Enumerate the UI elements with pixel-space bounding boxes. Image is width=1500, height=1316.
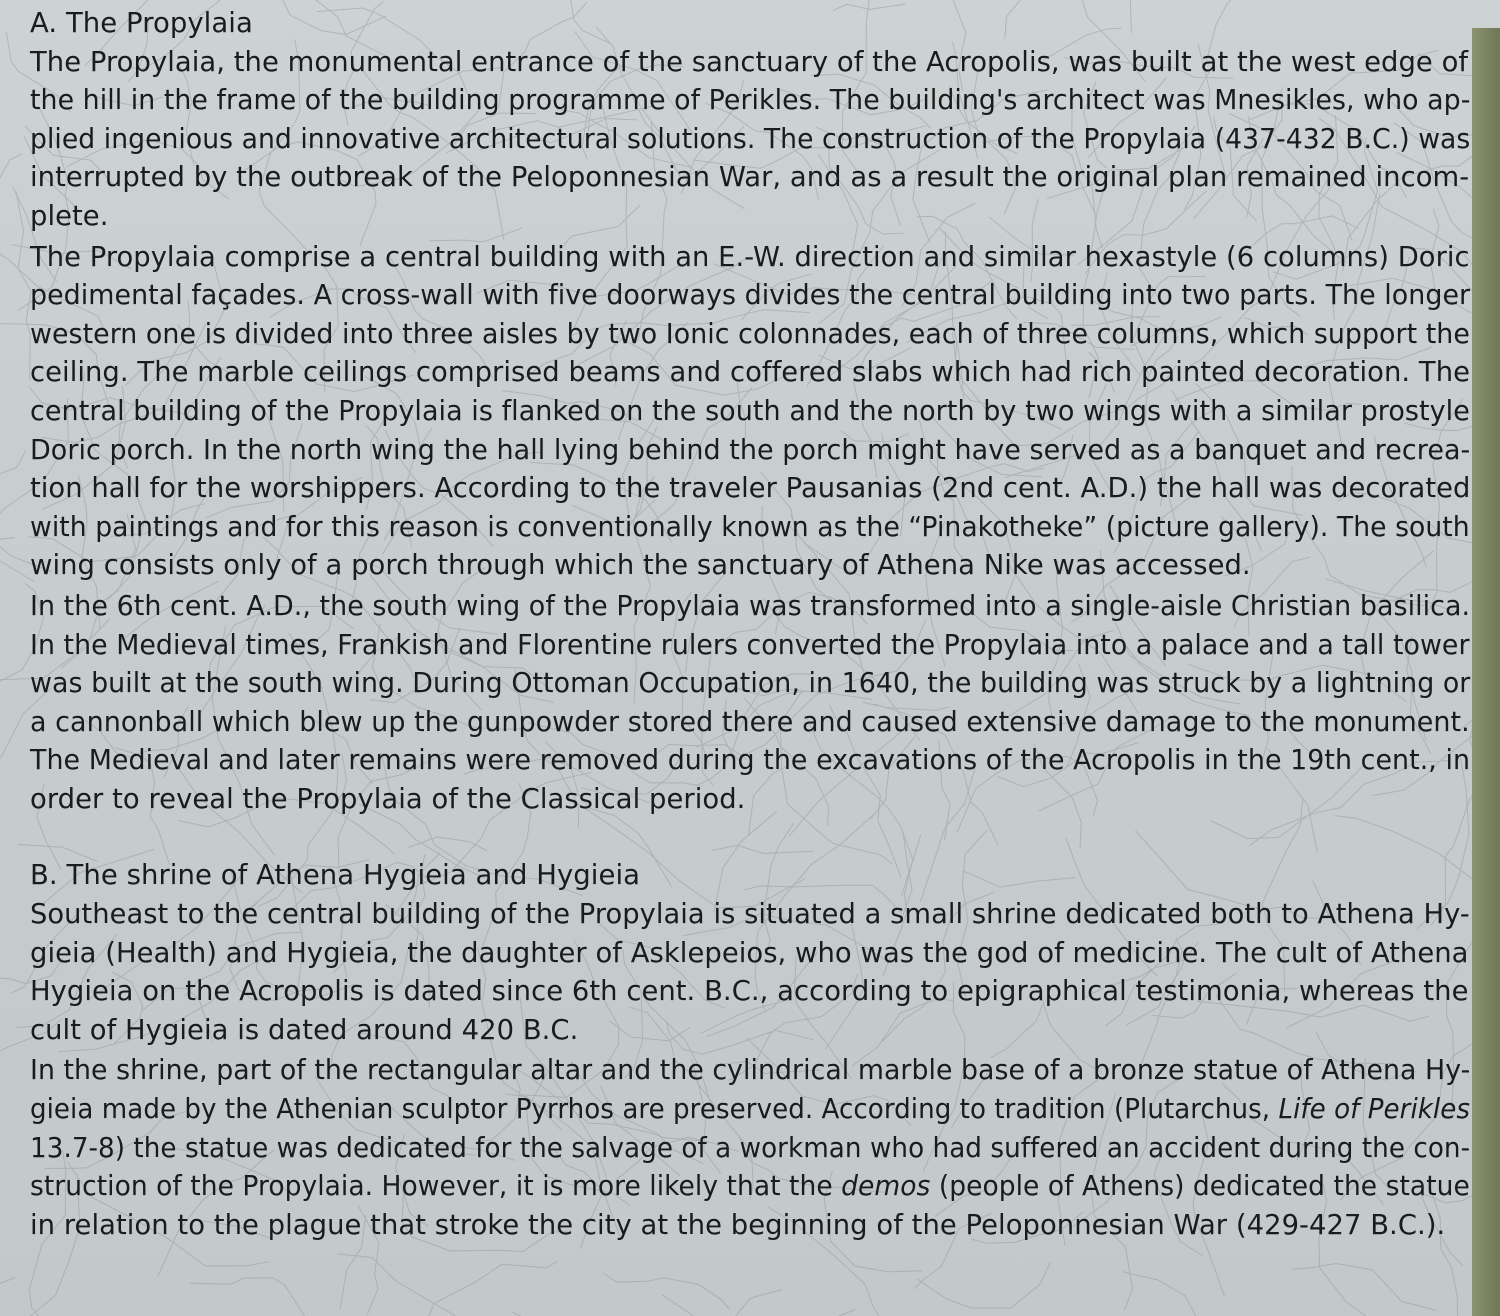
text-line: Hygieia on the Acropolis is dated since 6th cent. B.C., according to epigraphical testimonia, whereas the <box>30 975 1469 1008</box>
text-run: gieia made by the Athenian sculptor Pyrrhos are preserved. According to tradition (Plutarchus, <box>30 1093 1279 1126</box>
text-line: In the shrine, part of the rectangular altar and the cylindrical marble base of a bronze statue of Athena Hy- <box>30 1054 1471 1087</box>
text-line: Doric porch. In the north wing the hall lying behind the porch might have served as a banquet and recrea- <box>30 433 1471 466</box>
text-line: The Medieval and later remains were removed during the excavations of the Acropolis in the 19th cent., in <box>30 744 1471 777</box>
text-line: In the 6th cent. A.D., the south wing of the Propylaia was transformed into a single-aisle Christian basilica. <box>30 589 1471 622</box>
text-line: in relation to the plague that stroke the city at the beginning of the Peloponnesian War (429-427 B.C.). <box>30 1208 1446 1241</box>
text-line: tion hall for the worshippers. According to the traveler Pausanias (2nd cent. A.D.) the hall was decorated <box>30 472 1471 505</box>
text-line: 13.7-8) the statue was dedicated for the salvage of a workman who had suffered an accident during the con- <box>30 1131 1471 1164</box>
section-a-paragraph-1 <box>30 43 1475 236</box>
text-run: (people of Athens) dedicated the statue <box>930 1170 1470 1203</box>
panel-edge-strip <box>1472 28 1500 1316</box>
sign-text <box>30 4 1475 1246</box>
italic-term: demos <box>841 1170 931 1203</box>
text-line: a cannonball which blew up the gunpowder stored there and caused extensive damage to the monument. <box>30 705 1470 738</box>
text-line: ceiling. The marble ceilings comprised beams and coffered slabs which had rich painted decoration. The <box>30 356 1471 389</box>
text-line: was built at the south wing. During Ottoman Occupation, in 1640, the building was struck by a lightning or <box>30 667 1471 700</box>
text-line: The Propylaia comprise a central building with an E.-W. direction and similar hexastyle (6 columns) Doric <box>30 240 1470 273</box>
text-line: The Propylaia, the monumental entrance of the sanctuary of the Acropolis, was built at the west edge of <box>30 45 1469 78</box>
text-line: In the Medieval times, Frankish and Florentine rulers converted the Propylaia into a palace and a tall tower <box>30 628 1470 661</box>
section-b-paragraph-1 <box>30 895 1475 1049</box>
section-a-heading: A. The Propylaia <box>30 7 253 39</box>
book-title: Life of Perikles <box>1278 1093 1471 1126</box>
text-line: plete. <box>30 199 109 232</box>
section-a-paragraph-3 <box>30 587 1475 819</box>
section-a-paragraph-2 <box>30 238 1475 585</box>
text-line: interrupted by the outbreak of the Peloponnesian War, and as a result the original plan remained incom- <box>30 161 1470 194</box>
text-line: gieia (Health) and Hygieia, the daughter of Asklepeios, who was the god of medicine. The cult of Athena <box>30 936 1469 969</box>
text-line: cult of Hygieia is dated around 420 B.C. <box>30 1013 579 1046</box>
text-line: with paintings and for this reason is conventionally known as the “Pinakotheke” (picture gallery). The south <box>30 510 1470 543</box>
section-b-paragraph-2 <box>30 1051 1475 1244</box>
text-line: the hill in the frame of the building programme of Perikles. The building's architect was Mnesikles, who ap- <box>30 84 1471 117</box>
text-line: pedimental façades. A cross-wall with five doorways divides the central building into two parts. The longer <box>30 279 1471 312</box>
text-line: Southeast to the central building of the Propylaia is situated a small shrine dedicated both to Athena Hy- <box>30 898 1470 931</box>
text-line: western one is divided into three aisles by two Ionic colonnades, each of three columns, which support the <box>30 317 1470 350</box>
text-line: order to reveal the Propylaia of the Classical period. <box>30 782 746 815</box>
text-run: struction of the Propylaia. However, it is more likely that the <box>30 1170 842 1203</box>
text-line <box>30 1090 1471 1129</box>
text-line: plied ingenious and innovative architectural solutions. The construction of the Propylaia (437-432 B.C.) was <box>30 122 1471 155</box>
text-line: wing consists only of a porch through which the sanctuary of Athena Nike was accessed. <box>30 549 1251 582</box>
section-b-heading: B. The shrine of Athena Hygieia and Hygieia <box>30 859 641 892</box>
section-spacer <box>30 820 1475 856</box>
text-line <box>30 1167 1470 1206</box>
text-line: central building of the Propylaia is flanked on the south and the north by two wings with a similar prostyle <box>30 394 1470 427</box>
